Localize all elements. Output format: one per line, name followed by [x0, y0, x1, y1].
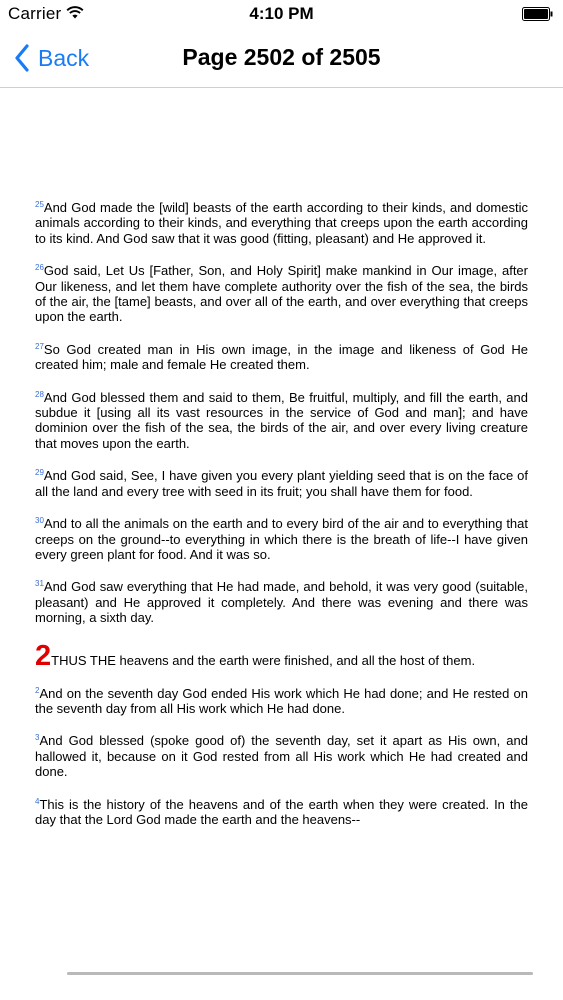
- verse-number: 29: [35, 468, 44, 478]
- verse: [35, 390, 528, 452]
- verse: [35, 200, 528, 246]
- verse: [35, 263, 528, 325]
- scripture-content[interactable]: [35, 200, 528, 844]
- status-bar: [0, 0, 563, 28]
- chapter-start: [35, 639, 528, 672]
- carrier-label: Carrier: [8, 4, 62, 23]
- verse: [35, 686, 528, 717]
- verse: [35, 468, 528, 499]
- chapter-number: 2: [35, 639, 52, 672]
- verse-text: So God created man in His own image, in the image and likeness of God He created him; male and female He created them.: [35, 341, 528, 373]
- verse-number: 31: [35, 579, 44, 589]
- scroll-indicator[interactable]: [67, 972, 533, 975]
- verse-number: 27: [35, 341, 44, 351]
- verse-text: And on the seventh day God ended His work which He had done; and He rested on the seventh day from all His work which He had done.: [35, 685, 528, 716]
- verse: [35, 579, 528, 625]
- verse-number: 30: [35, 516, 44, 526]
- navigation-bar: [0, 28, 563, 88]
- verse-text: God said, Let Us [Father, Son, and Holy Spirit] make mankind in Our image, after Our likeness, and let them have complete authority over the fish of the sea, the birds of the air, the [tame] beasts, and over all of the earth, and over everything that creeps upon the earth.: [35, 263, 528, 325]
- back-button-label: Back: [38, 44, 90, 71]
- battery-icon: [522, 7, 554, 21]
- verse-text: This is the history of the heavens and of the earth when they were created. In the day that the Lord God made the earth and the heavens--: [35, 796, 528, 827]
- verse-number: 25: [35, 200, 44, 209]
- verse: [35, 516, 528, 562]
- verse-text: And God blessed them and said to them, Be fruitful, multiply, and fill the earth, and subdue it [using all its vast resources in the service of God and man]; and have dominion over the fish of the sea, the birds of the air, and over every living creature that moves upon the earth.: [35, 389, 528, 451]
- verse-number: 28: [35, 389, 44, 399]
- page-title: Page 2502 of 2505: [182, 44, 381, 70]
- verse-text: And God saw everything that He had made, and behold, it was very good (suitable, pleasant) and He approved it completely. And there was evening and there was morning, a sixth day.: [35, 579, 528, 626]
- verse-number: 4: [35, 796, 40, 806]
- verse: [35, 342, 528, 373]
- chapter-first-verse: THUS THE heavens and the earth were finished, and all the host of them.: [51, 652, 476, 668]
- verse: [35, 797, 528, 828]
- verse-text: And God made the [wild] beasts of the earth according to their kinds, and domestic animals according to their kinds, and everything that creeps upon the earth according to its kind. And God saw that it was good (fitting, pleasant) and He approved it.: [35, 200, 528, 246]
- verse-list: [35, 686, 528, 828]
- verse: [35, 733, 528, 779]
- verse-number: 26: [35, 263, 44, 273]
- verse-text: And to all the animals on the earth and to every bird of the air and to everything that creeps on the ground--to everything in which there is the breath of life--I have given every green plant for food. And it was so.: [35, 516, 528, 562]
- status-time: 4:10 PM: [249, 4, 314, 23]
- verse-list: [35, 200, 528, 626]
- verse-number: 2: [35, 685, 40, 695]
- verse-text: And God said, See, I have given you every plant yielding seed that is on the face of all the land and every tree with seed in its fruit; you shall have them for food.: [35, 468, 528, 499]
- verse-text: And God blessed (spoke good of) the seventh day, set it apart as His own, and hallowed it, because on it God rested from all His work which He had created and done.: [35, 733, 528, 780]
- verse-number: 3: [35, 733, 40, 743]
